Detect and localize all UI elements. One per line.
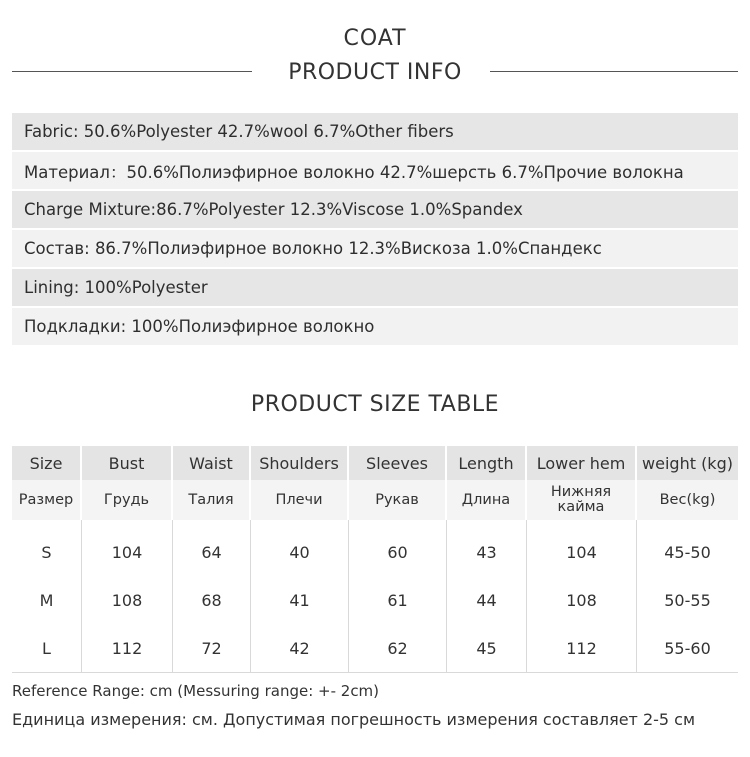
header-cell-ru: Рукав <box>349 480 447 520</box>
product-title: COAT <box>343 26 407 51</box>
header-cell: Length <box>447 446 527 480</box>
table-cell: 108 <box>527 576 637 624</box>
info-row-fabric: Fabric: 50.6%Polyester 42.7%wool 6.7%Other fibers <box>12 113 738 150</box>
header-cell-ru: Нижняя кайма <box>527 480 637 520</box>
info-row-charge-mixture-ru: Состав: 86.7%Полиэфирное волокно 12.3%Вискоза 1.0%Спандекс <box>12 230 738 267</box>
header-cell: weight (kg) <box>637 446 738 480</box>
info-row-lining: Lining: 100%Polyester <box>12 269 738 306</box>
info-row-lining-ru: Подкладки: 100%Полиэфирное волокно <box>12 308 738 345</box>
header-cell-ru: Вес(kg) <box>637 480 738 520</box>
table-cell: 68 <box>173 576 251 624</box>
header-cell-ru: Плечи <box>251 480 349 520</box>
header-cell-ru: Размер <box>12 480 82 520</box>
header-cell: Lower hem <box>527 446 637 480</box>
section-title-product-info: PRODUCT INFO <box>288 60 462 85</box>
table-cell: 104 <box>527 520 637 576</box>
table-cell: 64 <box>173 520 251 576</box>
table-cell: 40 <box>251 520 349 576</box>
table-cell: 55-60 <box>637 624 738 673</box>
info-row-charge-mixture: Charge Mixture:86.7%Polyester 12.3%Viscose 1.0%Spandex <box>12 191 738 228</box>
table-cell: 45 <box>447 624 527 673</box>
table-cell: 50-55 <box>664 590 711 610</box>
size-table-header-ru <box>12 480 738 520</box>
section-title-size-table: PRODUCT SIZE TABLE <box>250 392 500 417</box>
size-table-header <box>12 446 738 480</box>
table-cell: L <box>12 624 82 673</box>
table-cell: 108 <box>82 576 173 624</box>
table-cell: M <box>12 576 82 624</box>
header-cell-ru: Длина <box>447 480 527 520</box>
table-row <box>12 624 738 673</box>
table-cell: 44 <box>447 576 527 624</box>
product-info-list <box>12 113 738 347</box>
table-cell: 41 <box>251 576 349 624</box>
header-cell: Sleeves <box>349 446 447 480</box>
header-cell: Shoulders <box>251 446 349 480</box>
table-cell: 42 <box>251 624 349 673</box>
header-cell-ru: Талия <box>173 480 251 520</box>
table-cell: 112 <box>82 624 173 673</box>
reference-range-note: Reference Range: cm (Messuring range: +- 2cm) <box>12 682 380 700</box>
table-cell: 60 <box>349 520 447 576</box>
size-table <box>12 446 738 673</box>
header-cell: Size <box>12 446 82 480</box>
divider-right <box>490 71 738 72</box>
reference-range-note-ru: Единица измерения: см. Допустимая погрешность измерения составляет 2-5 см <box>12 710 696 729</box>
header-cell-ru: Грудь <box>82 480 173 520</box>
table-cell: S <box>12 520 82 576</box>
table-cell: 45-50 <box>664 542 711 562</box>
info-row-fabric-ru: Материал：50.6%Полиэфирное волокно 42.7%шерсть 6.7%Прочие волокна <box>12 152 738 189</box>
table-cell: 104 <box>82 520 173 576</box>
header-cell: Bust <box>82 446 173 480</box>
table-cell: 62 <box>349 624 447 673</box>
header-cell: Waist <box>173 446 251 480</box>
table-cell: 43 <box>447 520 527 576</box>
table-cell: 112 <box>527 624 637 673</box>
table-cell: 61 <box>349 576 447 624</box>
table-row <box>12 520 738 576</box>
table-row <box>12 576 738 624</box>
table-cell: 72 <box>173 624 251 673</box>
